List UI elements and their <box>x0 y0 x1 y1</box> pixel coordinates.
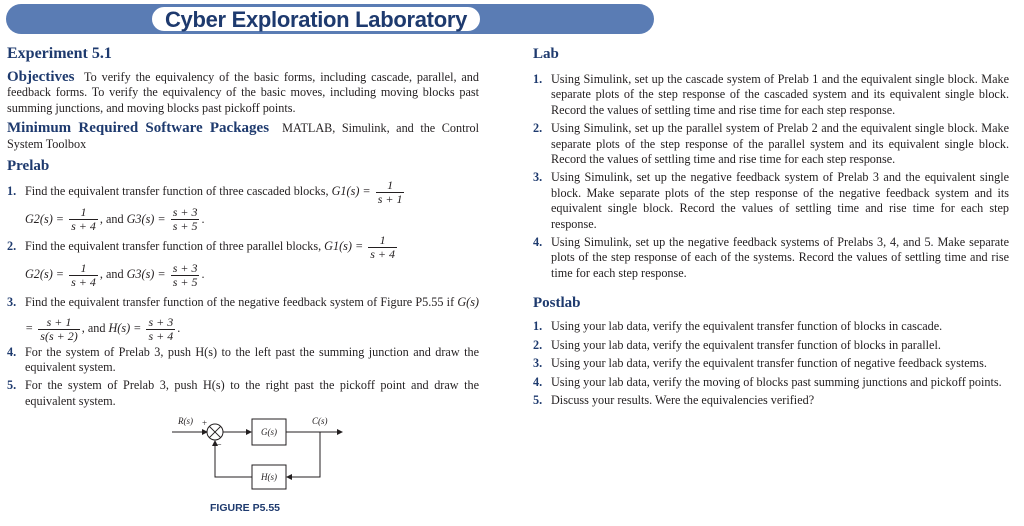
prelab-heading: Prelab <box>7 158 50 175</box>
postlab-item: 2. Using your lab data, verify the equivalent transfer function of blocks in parallel. <box>533 337 941 352</box>
postlab-heading: Postlab <box>533 295 581 312</box>
fraction: $\frac{1}{s + 4}$ <box>71 205 96 234</box>
item-text: Find the equivalent transfer function of the negative feedback system of Figure P5.55 if <box>25 294 455 309</box>
left-column <box>7 44 479 409</box>
item-number: 4. <box>7 344 17 359</box>
plus-sign: + <box>202 418 208 428</box>
fraction: $\frac{s + 1}{s(s + 2)}$ <box>40 314 78 343</box>
item-number: 1. <box>7 184 17 199</box>
prelab-item <box>7 378 479 409</box>
equation-lhs: G1(s) = <box>324 239 364 254</box>
postlab-item: 3. Using your lab data, verify the equivalent transfer function of negative feedback systems. <box>533 356 987 371</box>
software-heading: Minimum Required Software Packages <box>7 120 270 137</box>
item-text: For the system of Prelab 3, push H(s) to the left past the summing junction and draw the equivalent system. <box>25 344 479 374</box>
lab-item: 1. Using Simulink, set up the cascade system of Prelab 1 and the equivalent single block. Make separate plots of the step response of the cascaded system and its equivalent single block. Record the values of settling time and rise time for each step response. <box>533 72 1009 117</box>
prelab-item: 1. Find the equivalent transfer function of three cascaded blocks, G1(s) = $\frac{1}{s + 1}$ G2(s) = $\frac{1}{s + 4}$ , and G3(s) = $\frac{s + 3}{s + 5}$ . <box>7 177 403 234</box>
h-block-label: H(s) <box>261 472 277 482</box>
equation-lhs: H(s) = <box>108 320 142 335</box>
equation-lhs: G3(s) = <box>126 211 166 226</box>
output-label: C(s) <box>312 416 328 426</box>
fraction: $\frac{s + 3}{s + 5}$ <box>172 260 198 289</box>
objectives-text: To verify the equivalency of the basic forms, including cascade, parallel, and feedback forms. To verify the equivalency of the basic moves, including moving blocks past summing junctions, and moving blocks past pickoff points. <box>7 70 479 115</box>
fraction: $\frac{1}{s + 1}$ <box>377 177 403 206</box>
lab-list <box>533 72 1009 281</box>
software-paragraph <box>7 121 479 152</box>
summing-junction <box>207 424 223 440</box>
right-column <box>533 44 1009 408</box>
input-label: R(s) <box>178 416 193 426</box>
equation-lhs: G2(s) = <box>25 211 65 226</box>
prelab-list <box>7 178 479 409</box>
postlab-item: 4. Using your lab data, verify the moving of blocks past summing junctions and pickoff points. <box>533 374 1002 389</box>
g-block-label: G(s) <box>261 427 277 437</box>
lab-heading: Lab <box>533 46 559 62</box>
equation-lhs: G1(s) = <box>331 184 371 199</box>
equation-lhs: G3(s) = <box>126 267 166 282</box>
postlab-list <box>533 319 1009 408</box>
item-number: 3. <box>7 294 17 309</box>
experiment-title: Experiment 5.1 <box>7 45 112 62</box>
fraction: $\frac{1}{s + 4}$ <box>370 233 396 262</box>
objectives-heading: Objectives <box>7 69 75 85</box>
prelab-item: 2. Find the equivalent transfer function of three parallel blocks, G1(s) = $\frac{1}{s + 4}$ G2(s) = $\frac{1}{s + 4}$ , and G3(s) = $\frac{s + 3}{s + 5}$ . <box>7 233 396 289</box>
page-title: Cyber Exploration Laboratory <box>150 5 482 33</box>
minus-sign: − <box>216 440 222 451</box>
feedback-down-line <box>287 432 320 477</box>
item-text: Find the equivalent transfer function of three cascaded blocks, <box>25 184 329 199</box>
lab-item: 4. Using Simulink, set up the negative feedback systems of Prelabs 3, 4, and 5. Make separate plots of the step response of each of the systems. Record the values of settling time and rise time for each step response. <box>533 235 1009 280</box>
item-number: 5. <box>7 378 17 393</box>
item-text: For the system of Prelab 3, push H(s) to the right past the pickoff point and draw the equivalent system. <box>25 378 479 408</box>
prelab-item <box>7 345 479 376</box>
objectives-paragraph <box>7 70 479 116</box>
fraction: $\frac{1}{s + 4}$ <box>71 260 96 289</box>
item-text: Find the equivalent transfer function of three parallel blocks, <box>25 239 322 254</box>
postlab-item: 1. Using your lab data, verify the equivalent transfer function of blocks in cascade. <box>533 319 943 334</box>
software-text: MATLAB, Simulink, and the Control System Toolbox <box>7 121 480 151</box>
prelab-item: 3. Find the equivalent transfer function of the negative feedback system of Figure P5.55 if G(s) = $\frac{s + 1}{s(s + 2)}$ , and H(s) = $\frac{s + 3}{s + 4}$ . <box>7 289 479 343</box>
fraction: $\frac{s + 3}{s + 5}$ <box>172 205 198 234</box>
equation-lhs: G(s) = <box>25 294 479 335</box>
item-number: 2. <box>7 239 17 254</box>
postlab-item: 5. Discuss your results. Were the equivalencies verified? <box>533 392 815 407</box>
figure-caption: FIGURE P5.55 <box>210 502 281 514</box>
lab-item: 3. Using Simulink, set up the negative feedback system of Prelab 3 and the equivalent single block. Make separate plots of the step response of the negative feedback system and its equivalent single block. Record the values of settling time and rise time for each step response. <box>533 170 1009 231</box>
feedback-block-diagram <box>170 414 345 492</box>
fraction: $\frac{s + 3}{s + 4}$ <box>148 314 174 343</box>
equation-lhs: G2(s) = <box>25 267 65 282</box>
lab-item: 2. Using Simulink, set up the parallel system of Prelab 2 and the equivalent single block. Make separate plots of the step response of the parallel system and its equivalent single block. Record the values of settling time and rise time for each step response. <box>533 121 1009 167</box>
